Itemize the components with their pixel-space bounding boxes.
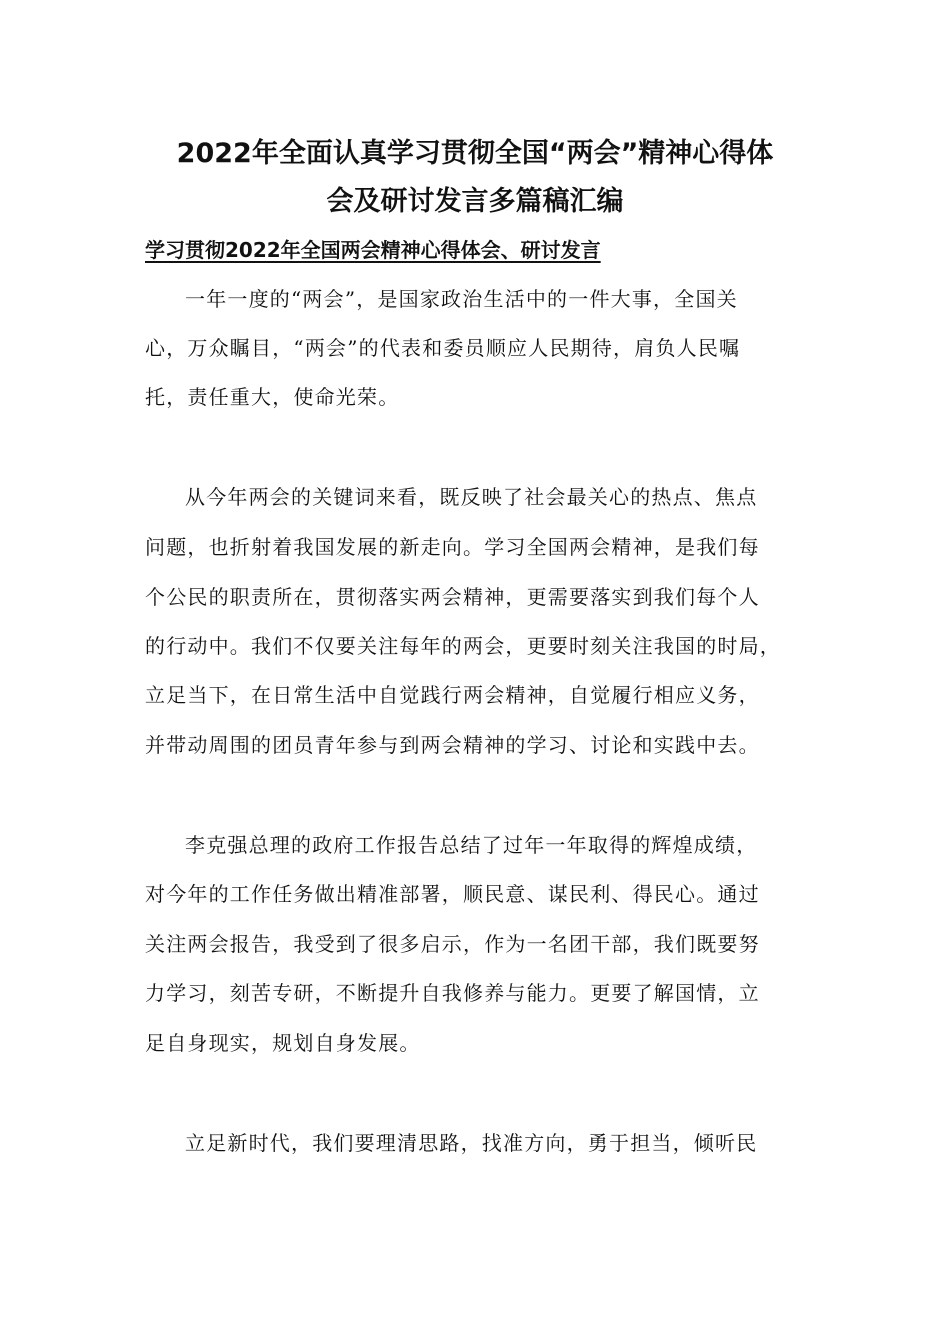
paragraph-3-line-5: 足自身现实，规划自身发展。 bbox=[145, 1031, 421, 1055]
paragraph-3-line-1: 李克强总理的政府工作报告总结了过年一年取得的辉煌成绩， bbox=[185, 833, 758, 857]
paragraph-1-line-1: 一年一度的“两会”，是国家政治生活中的一件大事，全国关 bbox=[185, 287, 738, 311]
section-heading: 学习贯彻2022年全国两会精神心得体会、研讨发言 bbox=[145, 238, 601, 262]
paragraph-2-line-4: 的行动中。我们不仅要关注每年的两会，更要时刻关注我国的时局， bbox=[145, 634, 781, 658]
paragraph-1-line-2: 心，万众瞩目，“两会”的代表和委员顺应人民期待，肩负人民嘱 bbox=[145, 336, 741, 360]
paragraph-3-line-2: 对今年的工作任务做出精准部署，顺民意、谋民利、得民心。通过 bbox=[145, 882, 760, 906]
paragraph-2-line-5: 立足当下，在日常生活中自觉践行两会精神，自觉履行相应义务， bbox=[145, 683, 760, 707]
paragraph-1-line-3: 托，责任重大，使命光荣。 bbox=[145, 385, 400, 409]
paragraph-2-line-2: 问题，也折射着我国发展的新走向。学习全国两会精神，是我们每 bbox=[145, 535, 760, 559]
paragraph-3-line-4: 力学习，刻苦专研，不断提升自我修养与能力。更要了解国情，立 bbox=[145, 981, 760, 1005]
document-title-line-2: 会及研讨发言多篇稿汇编 bbox=[326, 186, 624, 217]
paragraph-4-line-1: 立足新时代，我们要理清思路，找准方向，勇于担当，倾听民 bbox=[185, 1131, 758, 1155]
document-title-line-1: 2022年全面认真学习贯彻全国“两会”精神心得体 bbox=[176, 138, 774, 169]
paragraph-2-line-1: 从今年两会的关键词来看，既反映了社会最关心的热点、焦点 bbox=[185, 485, 758, 509]
paragraph-2-line-6: 并带动周围的团员青年参与到两会精神的学习、讨论和实践中去。 bbox=[145, 733, 760, 757]
paragraph-3-line-3: 关注两会报告，我受到了很多启示，作为一名团干部，我们既要努 bbox=[145, 932, 760, 956]
paragraph-2-line-3: 个公民的职责所在，贯彻落实两会精神，更需要落实到我们每个人 bbox=[145, 585, 760, 609]
